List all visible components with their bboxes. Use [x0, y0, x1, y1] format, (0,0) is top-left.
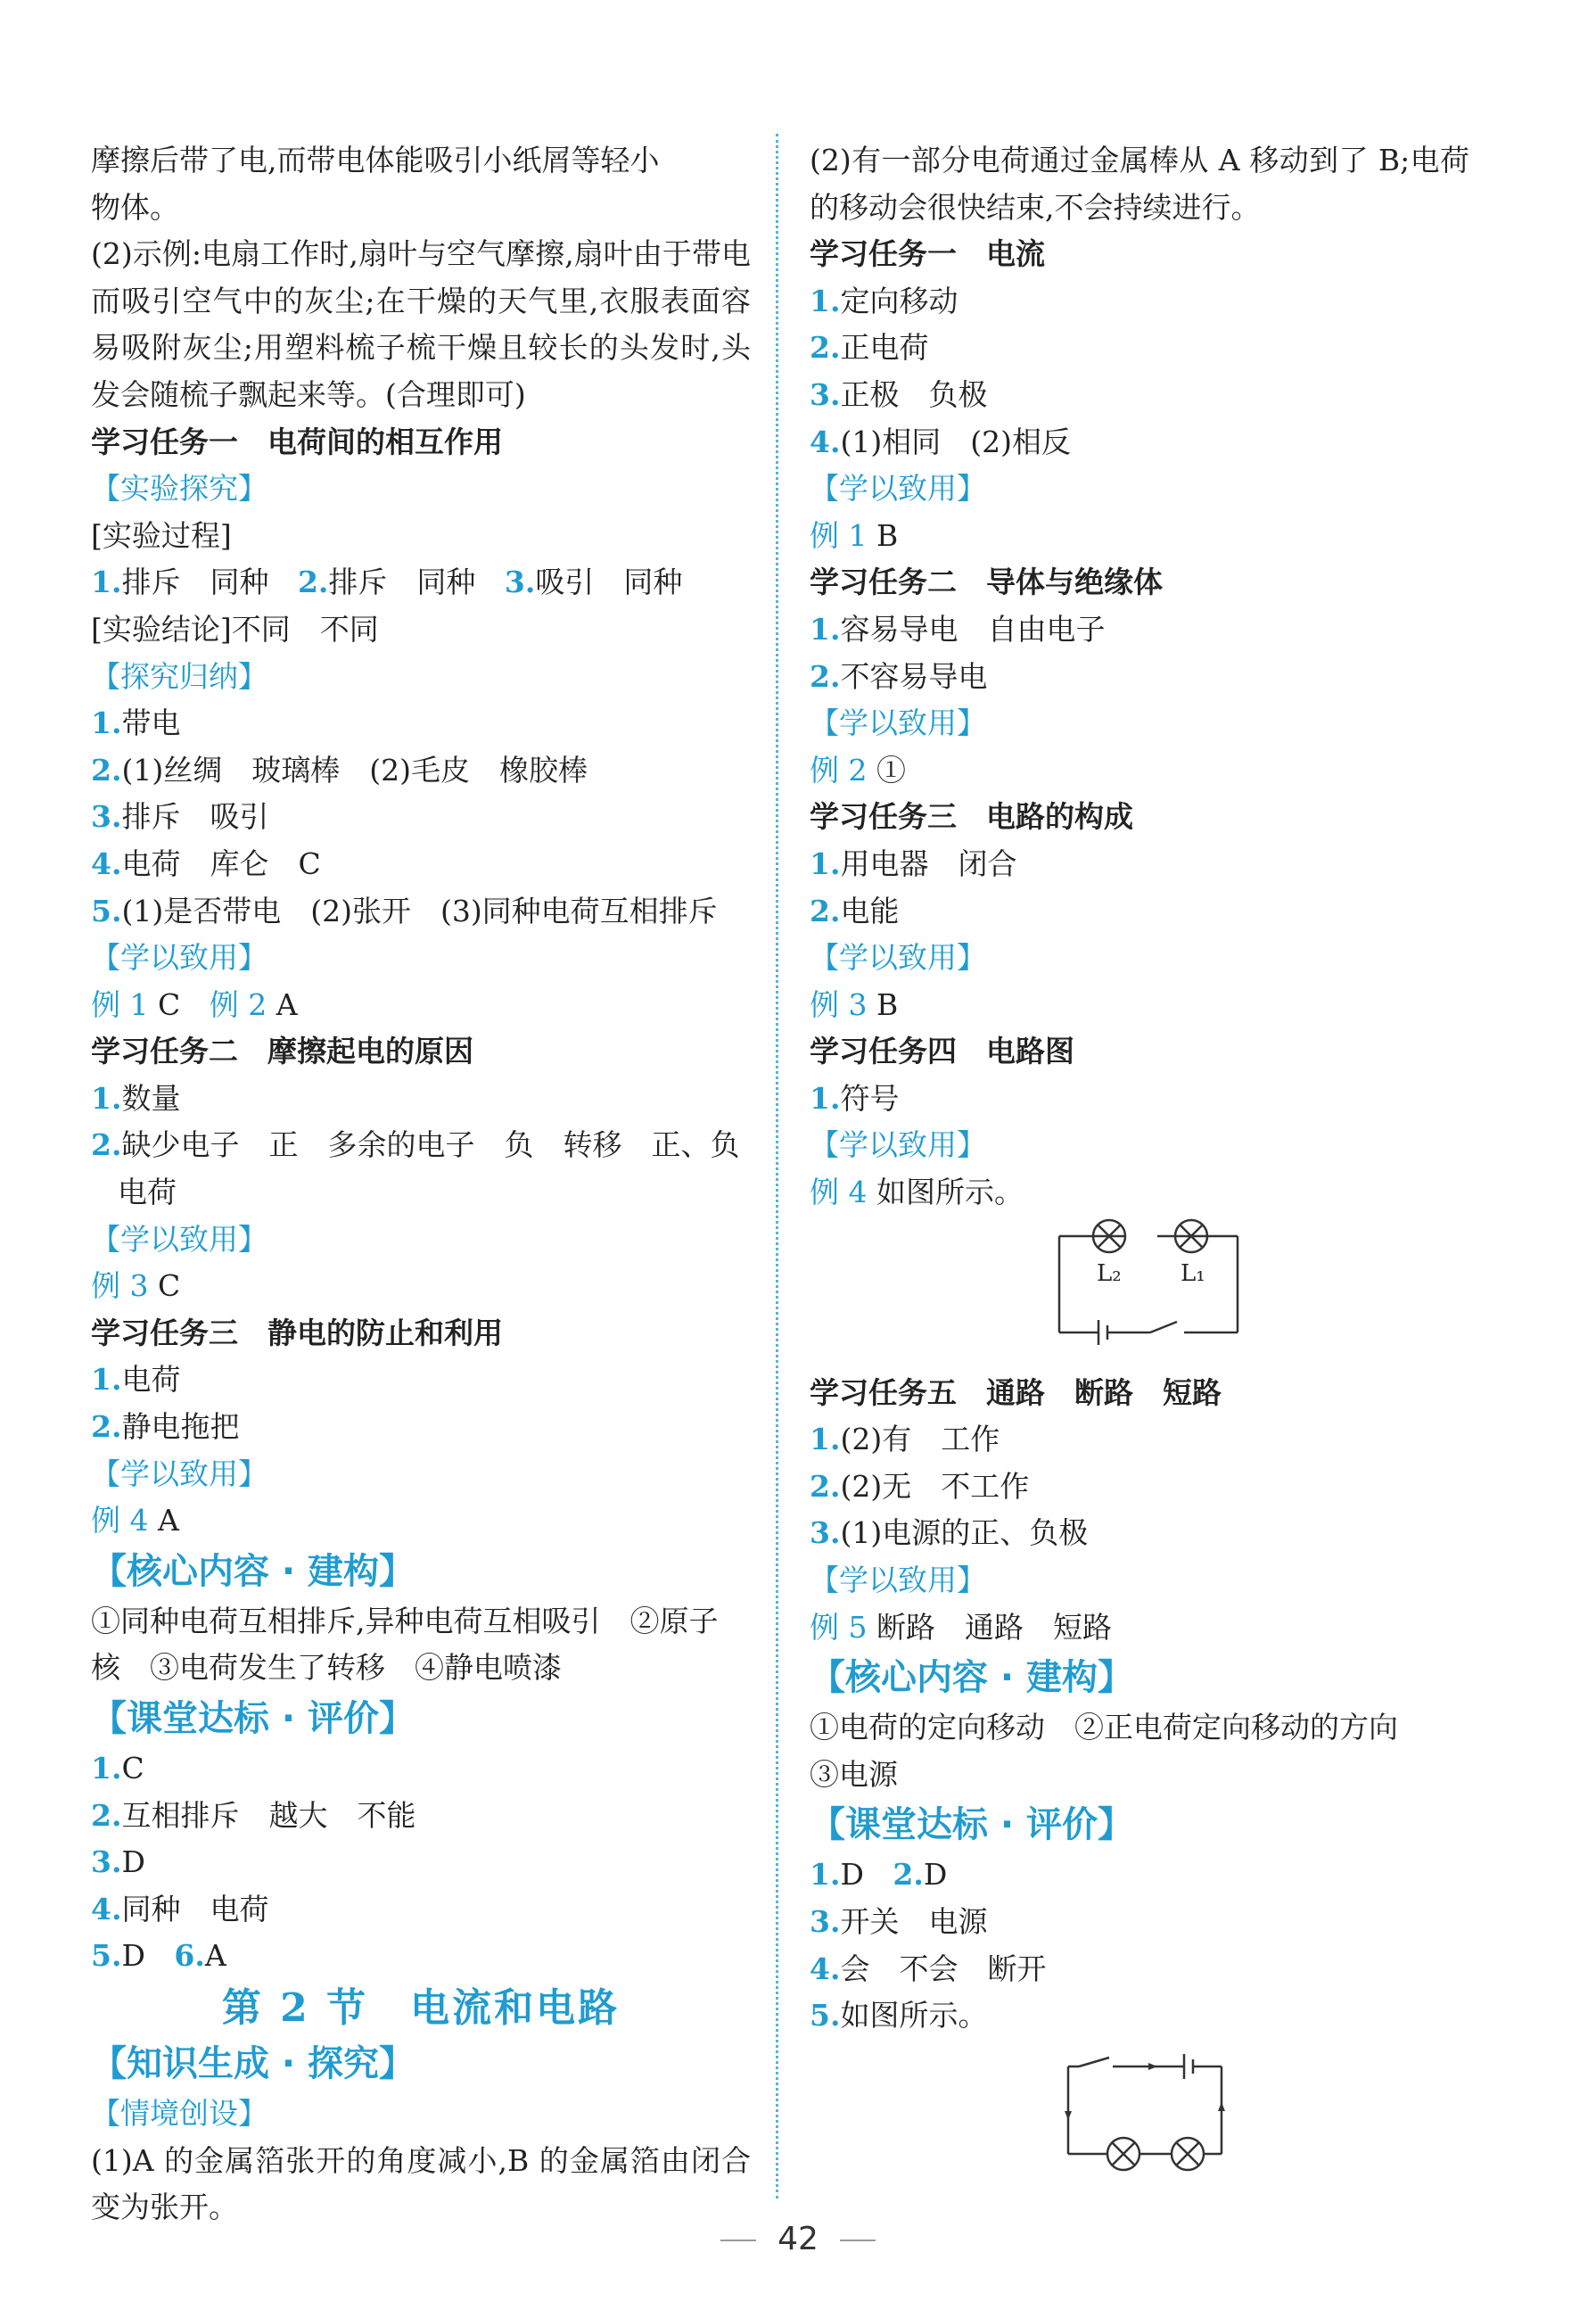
answer-line: [91, 1404, 751, 1451]
tag-summary: 【探究归纳】: [91, 658, 267, 694]
circuit-diagram-exercise5: [810, 2040, 1469, 2174]
answer-number: 1.: [91, 565, 122, 600]
answer-line: [810, 1510, 1469, 1557]
example-answer: B: [876, 986, 899, 1022]
tag-apply: 【学以致用】: [810, 940, 986, 976]
answer-line: [91, 559, 751, 606]
answer-text: 静电拖把: [121, 1409, 240, 1445]
task-heading: 学习任务二 导体与绝缘体: [810, 565, 1163, 600]
example-line: [810, 1604, 1469, 1652]
answer-number: 5.: [91, 893, 122, 928]
answer-number: 6.: [174, 1938, 205, 1974]
tag-scene: 【情境创设】: [91, 2095, 267, 2131]
answer-text: 开关 电源: [840, 1904, 988, 1939]
answer-text: 正电荷: [840, 330, 929, 366]
answer-line: [91, 841, 751, 888]
answer-text: 不容易导电: [840, 658, 988, 694]
task-heading: 学习任务三 电路的构成: [810, 799, 1133, 835]
answer-number: 2.: [893, 1857, 924, 1893]
answer-text: A: [204, 1938, 226, 1974]
example-label: 例 3: [810, 986, 868, 1022]
column-divider: [776, 134, 778, 2198]
answer-text: D: [121, 1844, 145, 1880]
answer-line: [91, 1793, 751, 1840]
answer-number: 2.: [810, 893, 841, 928]
answer-line: [91, 1122, 751, 1169]
classroom-heading: 【课堂达标 · 评价】: [810, 1804, 1134, 1846]
lamp-label-l1: L₁: [1181, 1259, 1205, 1287]
core-content-line: ①电荷的定向移动 ②正电荷定向移动的方向: [810, 1710, 1398, 1745]
answer-text: (1)丝绸 玻璃棒 (2)毛皮 橡胶棒: [121, 752, 588, 788]
answer-number: 3.: [91, 1844, 122, 1880]
answer-text: 数量: [121, 1080, 181, 1116]
experiment-process-label: [实验过程]: [91, 517, 232, 553]
answer-line: [91, 1745, 751, 1793]
answer-line: [91, 1933, 751, 1980]
answer-text: 排斥 同种: [328, 565, 476, 600]
example-line: [810, 1169, 1469, 1217]
answer-number: 1.: [810, 1857, 841, 1893]
answer-number: 2.: [91, 1409, 122, 1445]
example-label: 例 1: [91, 986, 149, 1022]
answer-text: 电荷 库仑 C: [121, 846, 321, 881]
example-line: [91, 982, 751, 1029]
scene-paragraph: (1)A 的金属箔张开的角度减小,B 的金属箔由闭合变为张开。: [91, 2142, 751, 2225]
answer-number: 2.: [810, 1468, 841, 1504]
answer-line: [810, 888, 1469, 936]
example-answer: C: [158, 1268, 181, 1304]
circuit-diagram-svg: [810, 1217, 1469, 1370]
knowledge-heading: 【知识生成 · 探究】: [91, 2042, 415, 2084]
example-label: 例 4: [810, 1175, 868, 1210]
task-heading: 学习任务一 电流: [810, 236, 1045, 272]
circuit-diagram-svg: [810, 2040, 1469, 2174]
lamp-label-l2: L₂: [1097, 1259, 1122, 1287]
answer-text: 符号: [840, 1080, 900, 1116]
example-answer: 断路 通路 短路: [876, 1609, 1112, 1645]
example-answer: C: [158, 986, 181, 1022]
example-answer: ①: [876, 752, 906, 788]
answer-number: 5.: [810, 1998, 841, 2033]
answer-number: 1.: [810, 283, 841, 318]
answer-line: [810, 325, 1469, 372]
answer-text: 容易导电 自由电子: [840, 611, 1106, 647]
experiment-conclusion: [实验结论]不同 不同: [91, 611, 379, 647]
answer-number: 1.: [810, 1422, 841, 1457]
right-column: [810, 137, 1469, 2174]
answer-line: [810, 1464, 1469, 1511]
answer-number: 2.: [91, 752, 122, 788]
answer-text: 吸引 同种: [535, 565, 683, 600]
tag-apply: 【学以致用】: [91, 1456, 267, 1491]
answer-text: 如图所示。: [840, 1998, 988, 2033]
answer-number: 1.: [91, 1751, 122, 1786]
answer-number: 1.: [810, 611, 841, 647]
page-number-text: 42: [777, 2221, 819, 2257]
answer-line: [810, 606, 1469, 654]
task-heading: 学习任务二 摩擦起电的原因: [91, 1034, 473, 1069]
core-content-line: ①同种电荷互相排斥,异种电荷互相吸引 ②原子: [91, 1603, 719, 1638]
classroom-heading: 【课堂达标 · 评价】: [91, 1698, 415, 1739]
answer-line: [810, 1416, 1469, 1464]
tag-apply: 【学以致用】: [810, 705, 986, 741]
answer-number: 4.: [91, 1891, 122, 1926]
example-line: [810, 982, 1469, 1029]
answer-text: 互相排斥 越大 不能: [121, 1797, 416, 1833]
example-answer: A: [158, 1503, 179, 1538]
answer-line: [810, 1852, 1469, 1899]
answer-number: 3.: [504, 565, 536, 600]
tag-apply: 【学以致用】: [810, 471, 986, 507]
answer-text: (2)无 不工作: [840, 1468, 1030, 1504]
example-label: 例 5: [810, 1609, 868, 1645]
answer-line: [810, 1992, 1469, 2040]
example-line: [91, 1497, 751, 1545]
example-label: 例 2: [209, 986, 267, 1022]
answer-line: [810, 1899, 1469, 1946]
intro-line: 摩擦后带了电,而带电体能吸引小纸屑等轻小: [91, 143, 660, 177]
tag-apply: 【学以致用】: [810, 1127, 986, 1163]
core-content-heading: 【核心内容 · 建构】: [91, 1550, 415, 1592]
example-line: [810, 747, 1469, 795]
answer-continuation: 电荷: [118, 1175, 177, 1210]
page-number: [0, 2221, 1596, 2257]
answer-line: [91, 747, 751, 795]
answer-line: [810, 1076, 1469, 1123]
answer-number: 1.: [91, 1362, 122, 1398]
answer-number: 1.: [810, 846, 841, 881]
answer-number: 1.: [810, 1080, 841, 1116]
answer-line: [810, 654, 1469, 701]
answer-text: 用电器 闭合: [840, 846, 1017, 881]
task-heading: 学习任务五 通路 断路 短路: [810, 1374, 1222, 1410]
task-heading: 学习任务一 电荷间的相互作用: [91, 424, 503, 459]
answer-number: 2.: [810, 330, 841, 366]
example-line: [810, 513, 1469, 560]
answer-text: D: [840, 1857, 864, 1893]
answer-number: 3.: [810, 376, 841, 412]
task-heading: 学习任务四 电路图: [810, 1034, 1074, 1069]
answer-number: 1.: [91, 705, 122, 741]
intro-paragraph: (2)示例:电扇工作时,扇叶与空气摩擦,扇叶由于带电而吸引空气中的灰尘;在干燥的天气里,衣服表面容易吸附灰尘;用塑料梳子梳干燥且较长的头发时,头发会随梳子飘起来等。(合理即可): [91, 236, 751, 412]
answer-line: [91, 1357, 751, 1404]
circuit-diagram-example4: [810, 1217, 1469, 1370]
answer-line: [810, 841, 1469, 888]
answer-number: 4.: [91, 846, 122, 881]
example-answer: A: [276, 986, 298, 1022]
page-dash: [840, 2240, 876, 2241]
answer-text: (1)相同 (2)相反: [840, 424, 1071, 459]
answer-paragraph: (2)有一部分电荷通过金属棒从 A 移动到了 B;电荷的移动会很快结束,不会持续进行。: [810, 143, 1469, 225]
answer-number: 2.: [91, 1127, 122, 1163]
example-label: 例 1: [810, 517, 868, 553]
answer-text: 电荷: [121, 1362, 181, 1398]
answer-text: 排斥 吸引: [121, 799, 269, 835]
example-label: 例 4: [91, 1503, 149, 1538]
answer-number: 2.: [91, 1797, 122, 1833]
example-answer: B: [876, 517, 899, 553]
answer-number: 4.: [810, 424, 841, 459]
answer-number: 5.: [91, 1938, 122, 1974]
core-content-line: 核 ③电荷发生了转移 ④静电喷漆: [91, 1650, 562, 1686]
answer-text: 会 不会 断开: [840, 1951, 1047, 1986]
tag-apply: 【学以致用】: [91, 940, 267, 976]
page-dash: [720, 2240, 756, 2241]
task-heading: 学习任务三 静电的防止和利用: [91, 1315, 503, 1350]
answer-text: 电能: [840, 893, 900, 928]
answer-number: 3.: [91, 799, 122, 835]
tag-experiment: 【实验探究】: [91, 471, 267, 507]
answer-line: [91, 1076, 751, 1123]
answer-text: (1)是否带电 (2)张开 (3)同种电荷互相排斥: [121, 893, 718, 928]
answer-line: [810, 1946, 1469, 1993]
section-title: 第 2 节 电流和电路: [221, 1984, 621, 2031]
example-line: [91, 1263, 751, 1310]
core-content-line: ③电源: [810, 1756, 898, 1792]
answer-text: 正极 负极: [840, 376, 988, 412]
answer-line: [810, 372, 1469, 419]
answer-text: C: [121, 1751, 144, 1786]
intro-line: 物体。: [91, 189, 179, 225]
answer-text: 定向移动: [840, 283, 958, 318]
answer-line: [810, 278, 1469, 326]
answer-number: 3.: [810, 1904, 841, 1939]
answer-text: (1)电源的正、负极: [840, 1515, 1089, 1551]
answer-line: [91, 888, 751, 936]
answer-text: D: [923, 1857, 948, 1893]
answer-text: 缺少电子 正 多余的电子 负 转移 正、负: [121, 1127, 740, 1163]
answer-number: 2.: [297, 565, 329, 600]
answer-text: 带电: [121, 705, 181, 741]
answer-number: 1.: [91, 1080, 122, 1116]
example-label: 例 3: [91, 1268, 149, 1304]
tag-apply: 【学以致用】: [91, 1221, 267, 1257]
answer-line: [810, 419, 1469, 466]
answer-line: [91, 1886, 751, 1934]
example-answer: 如图所示。: [876, 1175, 1024, 1210]
answer-line: [91, 700, 751, 747]
left-column: [91, 137, 751, 2231]
tag-apply: 【学以致用】: [810, 1563, 986, 1598]
example-label: 例 2: [810, 752, 868, 788]
answer-text: (2)有 工作: [840, 1422, 1000, 1457]
answer-line: [91, 1839, 751, 1886]
answer-number: 2.: [810, 658, 841, 694]
answer-line: [91, 794, 751, 841]
answer-text: 排斥 同种: [121, 565, 269, 600]
answer-text: D: [121, 1938, 145, 1974]
core-content-heading: 【核心内容 · 建构】: [810, 1657, 1134, 1699]
answer-text: 同种 电荷: [121, 1891, 269, 1926]
answer-number: 3.: [810, 1515, 841, 1551]
answer-number: 4.: [810, 1951, 841, 1986]
